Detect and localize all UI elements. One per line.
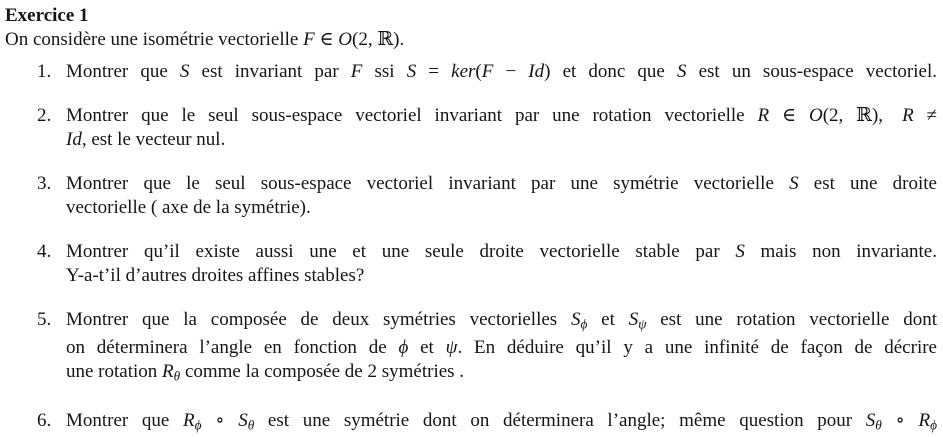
text-line xyxy=(66,409,937,437)
text-run: Montrer que xyxy=(66,61,180,82)
text-run: , est le vecteur nul. xyxy=(81,129,226,150)
text-run: Y-a-t’il d’autres droites affines stables? xyxy=(66,265,365,286)
math-subscript: θ xyxy=(173,368,181,384)
item-number: 3. xyxy=(37,173,52,194)
item-number: 5. xyxy=(37,309,52,330)
math-var: S xyxy=(238,409,248,431)
math-var: O xyxy=(338,29,353,50)
math-var: S xyxy=(570,309,581,330)
math-var: F xyxy=(350,61,363,82)
text-run: ≠ xyxy=(913,105,937,126)
text-run: est une symétrie dont on déterminera l’angle; même question pour xyxy=(254,409,866,431)
math-var: R xyxy=(162,361,174,383)
text-run: une rotation xyxy=(66,361,163,383)
text-run: (2, ℝ), xyxy=(822,105,903,126)
text-line xyxy=(66,264,937,288)
text-run: ∘ xyxy=(881,409,919,431)
item-number: 6. xyxy=(37,409,52,431)
list-item xyxy=(37,60,937,84)
exercise-list xyxy=(5,60,937,437)
text-run: − xyxy=(493,61,529,82)
text-run: est une droite xyxy=(798,173,937,194)
text-line xyxy=(66,308,937,336)
math-subscript: ϕ xyxy=(580,316,588,332)
text-run: on déterminera l’angle en fonction de xyxy=(66,337,399,359)
text-run: Montrer que le seul sous-espace vectoriel invariant par une symétrie vectorielle xyxy=(66,173,790,194)
item-body xyxy=(66,104,937,152)
list-item xyxy=(37,409,937,437)
math-var: S xyxy=(628,309,639,330)
math-subscript: θ xyxy=(875,416,882,432)
text-run: . En déduire qu’il y a une infinité de façon de décrire xyxy=(457,337,937,359)
math-var: R xyxy=(918,409,931,431)
math-var: ker xyxy=(451,61,476,82)
text-run: vectorielle ( axe de la symétrie). xyxy=(66,197,311,218)
text-run: ) et donc que xyxy=(544,61,677,82)
math-var: S xyxy=(735,241,745,262)
item-body xyxy=(66,172,937,220)
math-var: ψ xyxy=(445,337,458,359)
intro-paragraph xyxy=(5,28,937,52)
math-subscript: θ xyxy=(247,416,255,432)
text-line xyxy=(66,104,937,128)
text-line xyxy=(66,196,937,220)
list-item xyxy=(37,240,937,288)
math-subscript: ϕ xyxy=(930,416,937,432)
text-run: comme la composée de 2 symétries . xyxy=(180,361,465,383)
text-run: ∈ xyxy=(769,105,809,126)
text-run: est une rotation vectorielle dont xyxy=(646,309,938,330)
list-item xyxy=(37,104,937,152)
text-line xyxy=(66,360,937,388)
math-var: Id xyxy=(528,61,545,82)
math-var: F xyxy=(303,29,315,50)
text-run: est un sous-espace vectoriel. xyxy=(686,61,937,82)
list-item xyxy=(37,308,937,389)
math-var: S xyxy=(179,61,190,82)
item-body xyxy=(66,60,937,84)
text-line xyxy=(66,60,937,84)
item-number: 1. xyxy=(37,61,52,82)
text-run: est invariant par xyxy=(189,61,351,82)
math-var: S xyxy=(789,173,799,194)
text-run: Montrer qu’il existe aussi une et une seule droite vectorielle stable par xyxy=(66,241,736,262)
item-body xyxy=(66,240,937,288)
item-body xyxy=(66,308,937,389)
text-run: ( xyxy=(475,61,482,82)
text-run: ∈ xyxy=(314,29,339,50)
text-run: On considère une isométrie vectorielle xyxy=(5,29,304,50)
math-subscript: ϕ xyxy=(194,416,202,432)
text-run: = xyxy=(416,61,452,82)
exercise-title: Exercice 1 xyxy=(5,5,89,26)
text-line xyxy=(66,172,937,196)
math-var: ϕ xyxy=(398,337,409,359)
text-line xyxy=(66,336,937,360)
text-run: Montrer que la composée de deux symétries vectorielles xyxy=(66,309,571,330)
math-var: R xyxy=(757,105,770,126)
math-var: S xyxy=(406,61,417,82)
item-number: 4. xyxy=(37,241,52,262)
text-run: ssi xyxy=(362,61,407,82)
math-var: S xyxy=(676,61,687,82)
list-item xyxy=(37,172,937,220)
text-run: ∘ xyxy=(201,409,239,431)
text-run: et xyxy=(408,337,446,359)
item-body xyxy=(66,409,937,437)
math-var: Id xyxy=(66,129,82,150)
text-run: (2, ℝ). xyxy=(352,29,405,50)
math-var: S xyxy=(865,409,876,431)
item-number: 2. xyxy=(37,105,52,126)
text-run: Montrer que le seul sous-espace vectoriel invariant par une rotation vectorielle xyxy=(66,105,758,126)
math-var: R xyxy=(183,409,195,431)
math-subscript: ψ xyxy=(638,316,647,332)
math-var: O xyxy=(808,105,823,126)
text-run: Montrer que xyxy=(66,409,184,431)
math-var: F xyxy=(481,61,494,82)
text-run: mais non invariante. xyxy=(744,241,937,262)
text-line xyxy=(66,240,937,264)
text-run: et xyxy=(587,309,629,330)
math-var: R xyxy=(902,105,914,126)
text-line xyxy=(66,128,937,152)
